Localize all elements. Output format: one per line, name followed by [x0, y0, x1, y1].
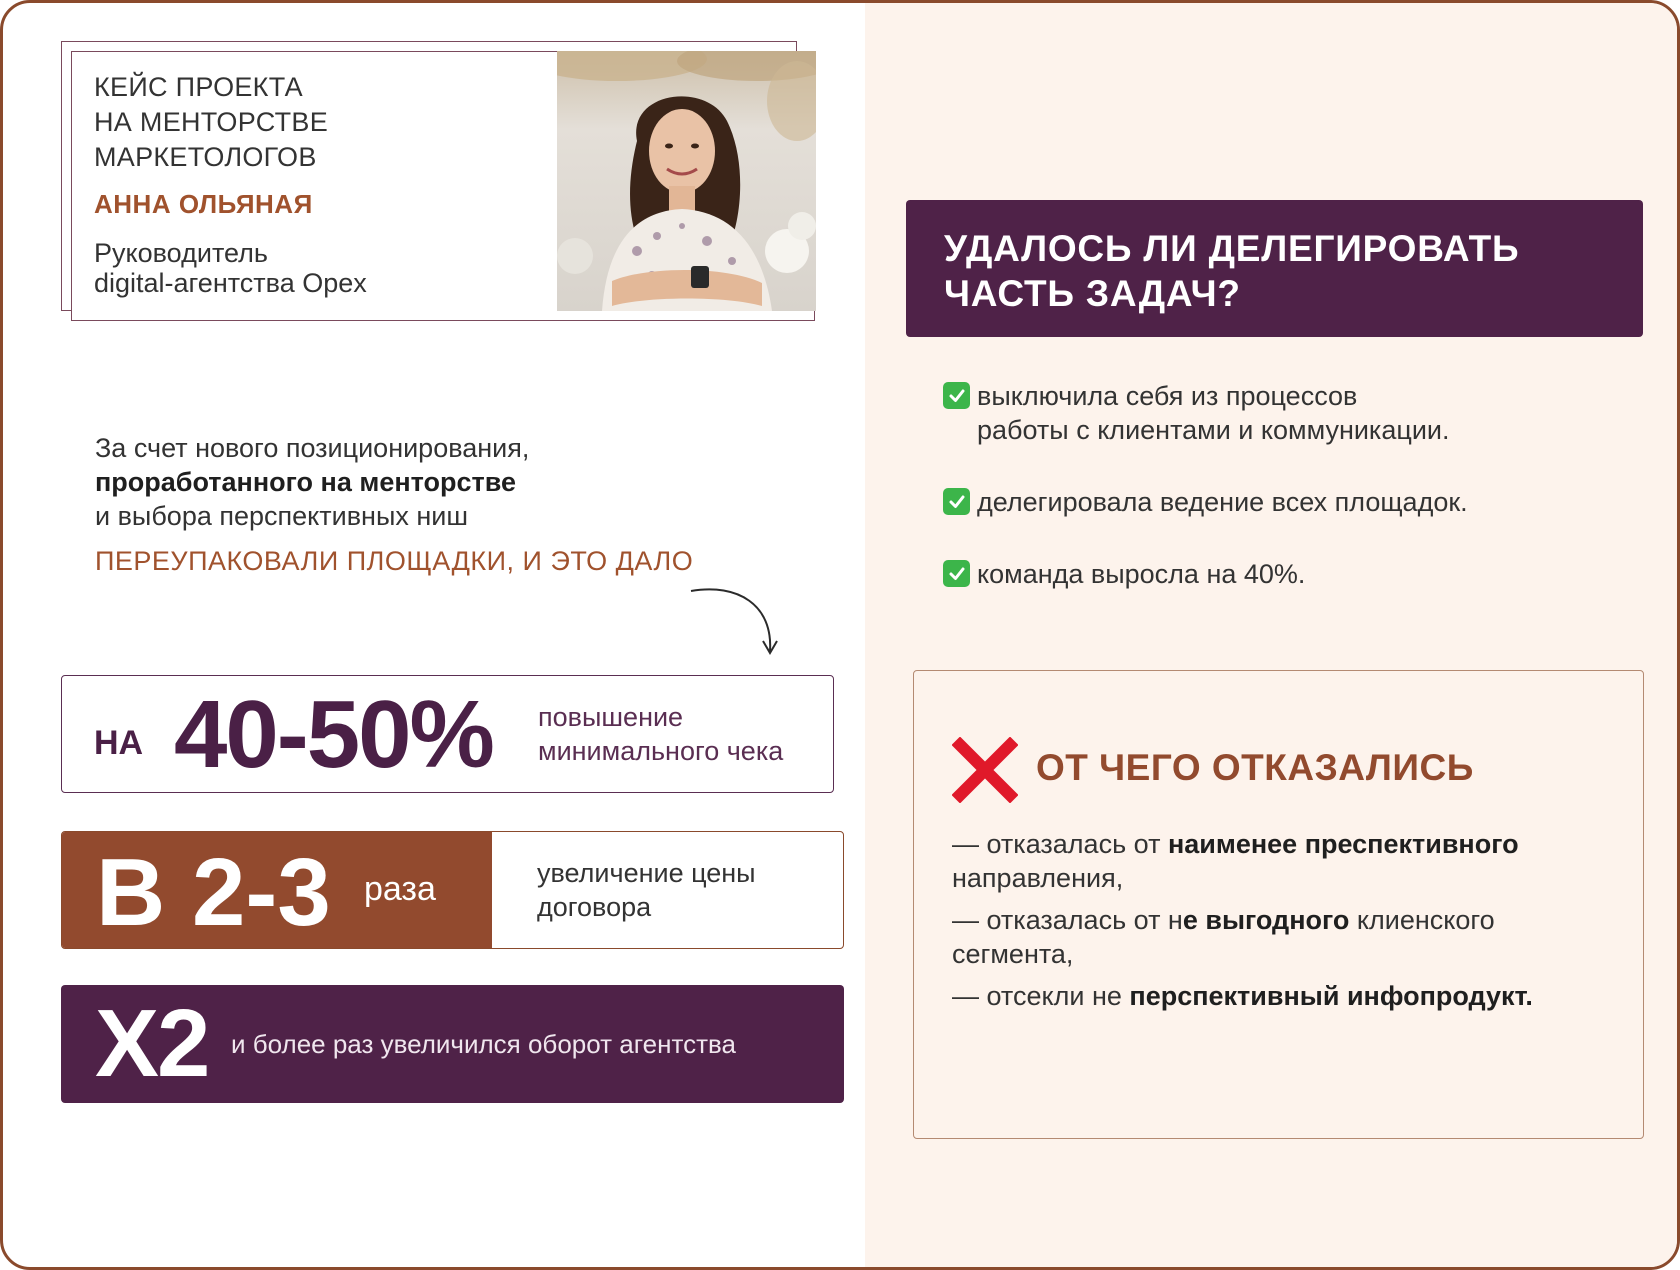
cross-icon — [952, 737, 1018, 803]
delegation-item — [943, 557, 1633, 591]
stat-contract-price-unit: раза — [364, 870, 436, 908]
case-title: КЕЙС ПРОЕКТА НА МЕНТОРСТВЕ МАРКЕТОЛОГОВ — [94, 72, 329, 172]
repack-heading: ПЕРЕУПАКОВАЛИ ПЛОЩАДКИ, И ЭТО ДАЛО — [95, 546, 694, 576]
portrait-photo — [557, 51, 816, 311]
curved-arrow-icon — [683, 583, 793, 663]
refused-item-text: — отказалась от н — [952, 905, 1183, 935]
refused-item — [952, 979, 1612, 1013]
refused-list — [952, 827, 1612, 1021]
refused-item-text: — отказалась от — [952, 829, 1168, 859]
check-icon — [943, 560, 970, 587]
stat-turnover-value: Х2 — [95, 990, 209, 1097]
refused-box — [913, 670, 1644, 1139]
stat-min-check — [61, 675, 834, 793]
delegation-item — [943, 379, 1633, 447]
refused-item-text: клиенского сегмента, — [952, 905, 1495, 969]
intro-line-1: За счет нового позиционирования, — [95, 433, 530, 463]
check-icon — [943, 382, 970, 409]
refused-item-bold: е выгодного — [1182, 905, 1350, 935]
refused-item-bold: перспективный инфопродукт. — [1129, 981, 1533, 1011]
refused-title: ОТ ЧЕГО ОТКАЗАЛИСЬ — [1036, 747, 1474, 788]
delegation-item-text: выключила себя из процессов работы с клиентами и коммуникации. — [977, 381, 1450, 445]
person-name: АННА ОЛЬЯНАЯ — [94, 189, 313, 219]
refused-item-bold: наименее преспективного — [1167, 829, 1519, 859]
delegation-banner — [906, 200, 1643, 337]
case-card — [71, 51, 815, 321]
delegation-item — [943, 485, 1633, 519]
stat-turnover-desc: и более раз увеличился оборот агентства — [231, 1029, 736, 1059]
delegation-item-text: команда выросла на 40%. — [977, 559, 1306, 589]
delegation-list — [943, 379, 1633, 629]
refused-item-text: — отсекли не — [952, 981, 1130, 1011]
stat-min-check-prefix: НА — [94, 724, 144, 762]
check-icon — [943, 488, 970, 515]
stat-min-check-value: 40-50% — [174, 681, 493, 788]
stat-contract-price-value: В 2-3 — [96, 839, 331, 946]
refused-item — [952, 827, 1612, 895]
delegation-title: УДАЛОСЬ ЛИ ДЕЛЕГИРОВАТЬ ЧАСТЬ ЗАДАЧ? — [944, 228, 1520, 314]
intro-line-2-bold: проработанного на менторстве — [95, 467, 517, 497]
stat-contract-price-desc: увеличение цены договора — [537, 858, 756, 922]
stat-turnover — [61, 985, 844, 1103]
intro-text — [95, 431, 795, 533]
refused-item-text: направления, — [952, 863, 1124, 893]
stat-contract-price — [61, 831, 844, 949]
intro-line-3: и выбора перспективных ниш — [95, 501, 469, 531]
delegation-item-text: делегировала ведение всех площадок. — [977, 487, 1468, 517]
stat-min-check-desc: повышение минимального чека — [538, 702, 784, 766]
case-card-text — [94, 70, 554, 298]
refused-item — [952, 903, 1612, 971]
person-role: Руководитель digital-агентства Opex — [94, 238, 367, 298]
